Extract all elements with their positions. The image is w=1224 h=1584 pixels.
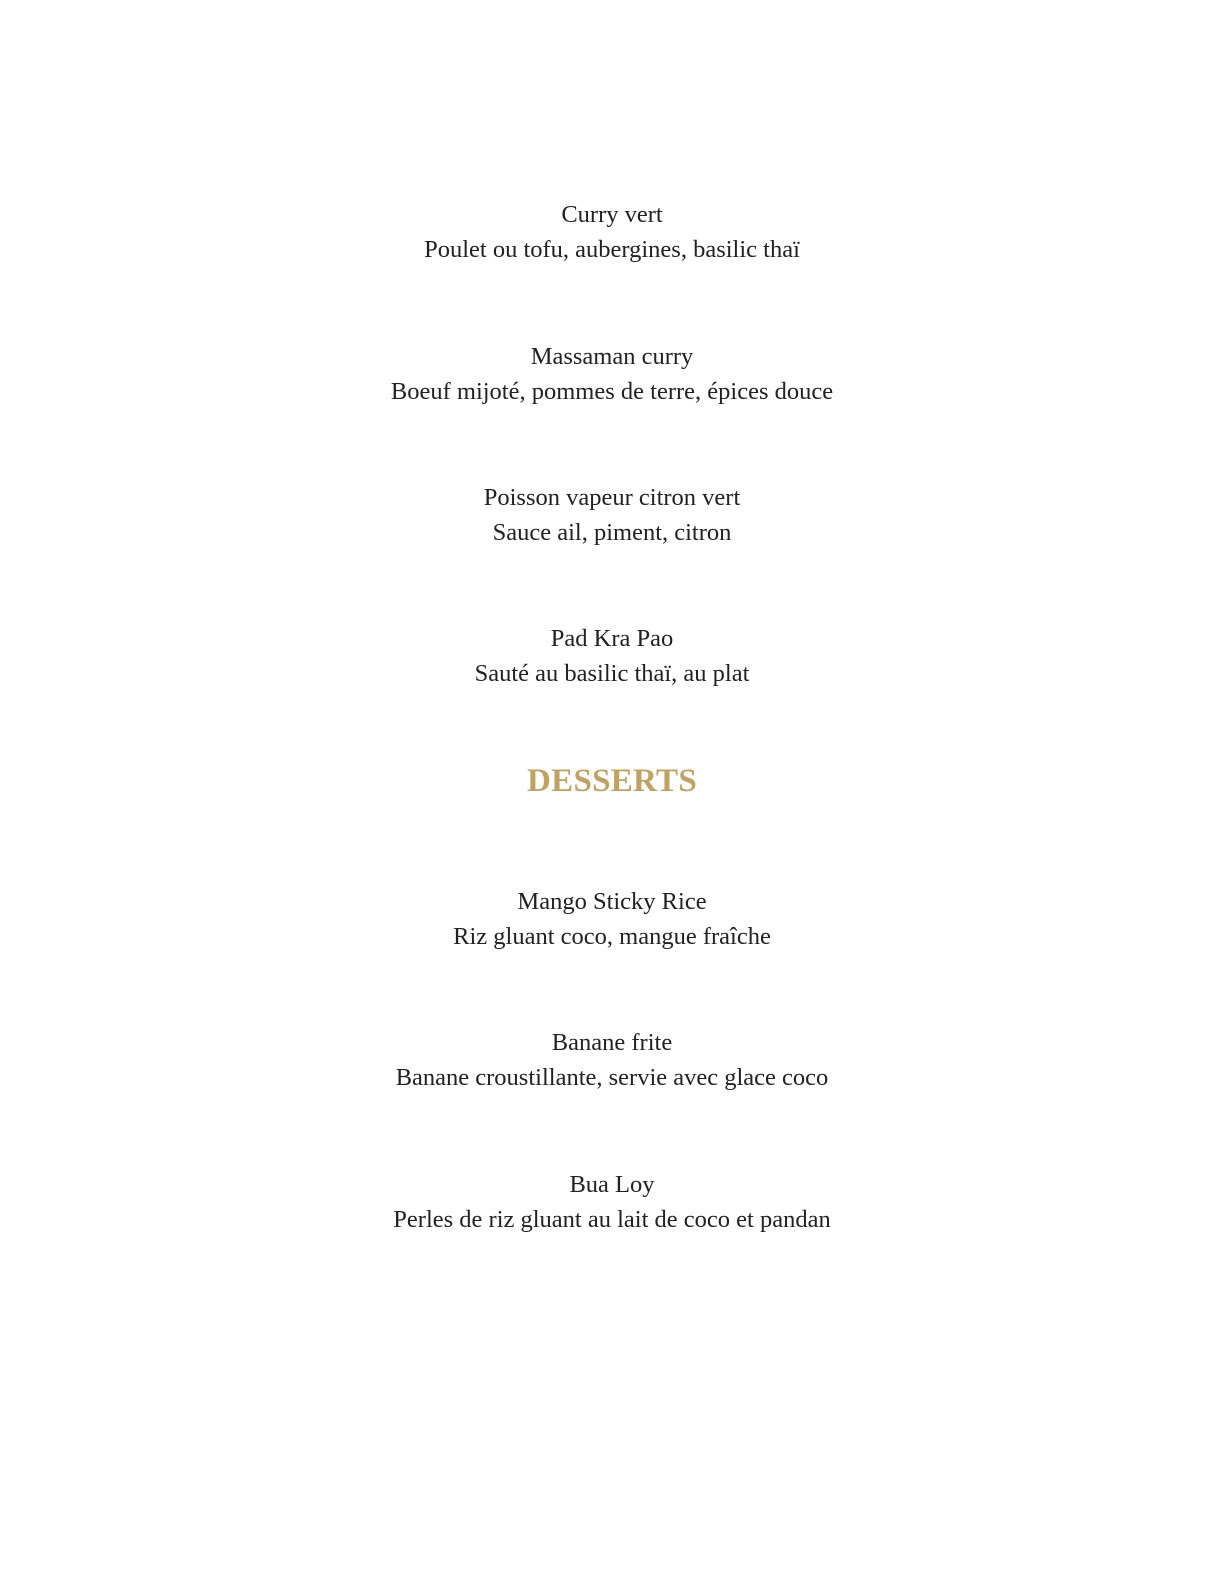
dish-name: Mango Sticky Rice [517, 888, 707, 915]
menu-item-poisson-vapeur [0, 481, 1224, 550]
dish-description: Poulet ou tofu, aubergines, basilic thaï [424, 235, 800, 263]
dish-description: Riz gluant coco, mangue fraîche [453, 922, 771, 950]
section-heading-desserts: DESSERTS [527, 763, 697, 799]
menu-item-mango-sticky-rice [0, 885, 1224, 954]
menu-item-pad-kra-pao [0, 622, 1224, 691]
dish-description: Sauce ail, piment, citron [492, 518, 732, 546]
menu-item-massaman-curry [0, 340, 1224, 409]
dish-name: Bua Loy [569, 1171, 655, 1198]
dish-description: Boeuf mijoté, pommes de terre, épices douce [390, 377, 834, 405]
dish-description: Banane croustillante, servie avec glace coco [395, 1063, 829, 1091]
dish-name: Poisson vapeur citron vert [483, 484, 741, 511]
dish-name: Pad Kra Pao [550, 625, 674, 652]
dish-description: Perles de riz gluant au lait de coco et pandan [393, 1205, 831, 1233]
dish-description: Sauté au basilic thaï, au plat [474, 659, 750, 687]
menu-item-curry-vert [0, 198, 1224, 267]
menu-item-banane-frite [0, 1026, 1224, 1095]
dish-name: Massaman curry [530, 343, 694, 370]
dish-name: Banane frite [551, 1029, 673, 1056]
menu-item-bua-loy [0, 1168, 1224, 1237]
dish-name: Curry vert [561, 201, 663, 228]
